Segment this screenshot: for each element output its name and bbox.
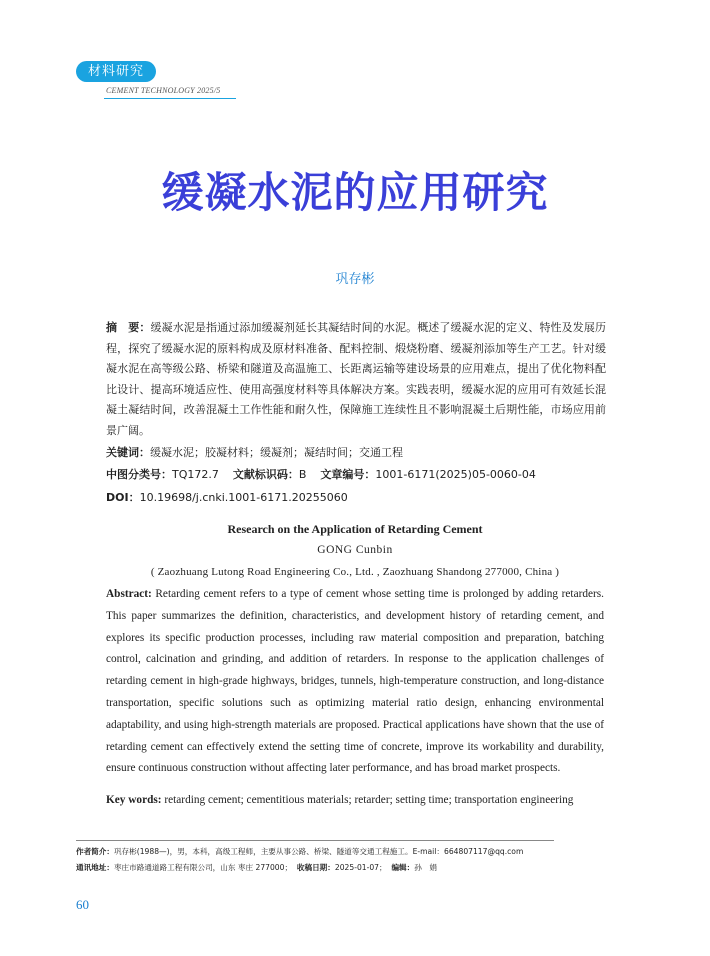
bio-label: 作者简介： — [76, 847, 114, 856]
editor-label: 编辑： — [391, 863, 415, 872]
english-keywords — [106, 794, 604, 806]
keywords-text: 缓凝水泥；胶凝材料；缓凝剂；凝结时间；交通工程 — [150, 446, 403, 459]
footnote-bio — [76, 846, 616, 857]
page-number: 60 — [76, 897, 89, 912]
english-abstract-label: Abstract: — [106, 588, 152, 600]
classification-line — [106, 466, 606, 482]
article-no-label: 文章编号： — [320, 468, 376, 481]
section-badge: 材料研究 — [76, 61, 156, 82]
english-author: GONG Cunbin — [317, 544, 393, 556]
english-abstract — [106, 584, 604, 780]
abstract-paragraph — [106, 318, 606, 442]
journal-rule — [104, 98, 236, 99]
address-label: 通讯地址： — [76, 863, 114, 872]
author-name: 巩存彬 — [335, 272, 375, 287]
abstract-text: 缓凝水泥是指通过添加缓凝剂延长其凝结时间的水泥。概述了缓凝水泥的定义、特性及发展历程，探究了缓凝水泥的原料构成及原材料准备、配料控制、煅烧粉磨、缓凝剂添加等生产工艺。针对缓凝水泥在高等级公路、桥梁和隧道及高温施工、长距离运输等建设场景的应用难点，提出了优化物料配比设计、提高环境适应性、使用高强度材料等具体解决方案。实践表明，缓凝水泥的应用可有效延长混凝土凝结时间，改善混凝土工作性能和耐久性，保障施工连续性且不影响混凝土后期性能，市场应用前景广阔。 — [106, 321, 607, 437]
abstract-label: 摘 要： — [106, 321, 151, 334]
received-label: 收稿日期： — [296, 863, 335, 872]
clc-value: TQ172.7 — [172, 468, 219, 481]
doi-line — [106, 489, 606, 505]
keywords-cn — [106, 444, 606, 460]
doi-value: 10.19698/j.cnki.1001-6171.20255060 — [139, 491, 348, 504]
article-title: 缓凝水泥的应用研究 — [161, 168, 549, 217]
chinese-abstract — [106, 318, 606, 442]
doc-code-label: 文献标识码： — [232, 468, 299, 481]
editor-text: 孙 娟 — [414, 863, 437, 872]
english-abstract-text: Retarding cement refers to a type of cement whose setting time is prolonged by adding retarders. This paper summarizes the definition, characteristics, and development history of retarding cement, and explores its specific production processes, including raw material composition and preparation, batching control, calcination and grinding, and addition of retarders. In response to the application challenges of retarding cement in high-grade highways, bridges, tunnels, high-temperature construction, and long-distance transportation, specific solutions such as optimizing material ratio design, enhancing environmental adaptability, and using high-strength materials are proposed. Practical applications have shown that the use of retarding cement can effectively extend the setting time of concrete, improve its workability and durability, ensure continuous construction without affecting later performance, and has broad market prospects. — [106, 588, 604, 775]
received-text: 2025-01-07； — [334, 863, 387, 872]
doc-code-value: B — [298, 468, 307, 481]
bio-text: 巩存彬(1988—)，男，本科，高级工程师，主要从事公路、桥梁、隧道等交通工程施工。E-mail：664807117@qq.com — [113, 847, 524, 856]
article-no-value: 1001-6171(2025)05-0060-04 — [375, 468, 536, 481]
english-keywords-text: retarding cement; cementitious materials; retarder; setting time; transportation engineering — [164, 794, 574, 806]
english-title: Research on the Application of Retarding Cement — [227, 522, 483, 536]
english-affiliation: ( Zaozhuang Lutong Road Engineering Co., Ltd. , Zaozhuang Shandong 277000, China ) — [150, 566, 560, 578]
address-text: 枣庄市路通道路工程有限公司，山东 枣庄 277000； — [113, 863, 293, 872]
keywords-label: 关键词： — [106, 446, 150, 459]
doi-label: DOI： — [106, 491, 140, 504]
journal-line: CEMENT TECHNOLOGY 2025/5 — [106, 86, 221, 95]
clc-label: 中图分类号： — [106, 468, 172, 481]
footnote-address — [76, 862, 616, 873]
footnote-rule — [76, 840, 554, 841]
english-keywords-label: Key words: — [106, 794, 162, 806]
